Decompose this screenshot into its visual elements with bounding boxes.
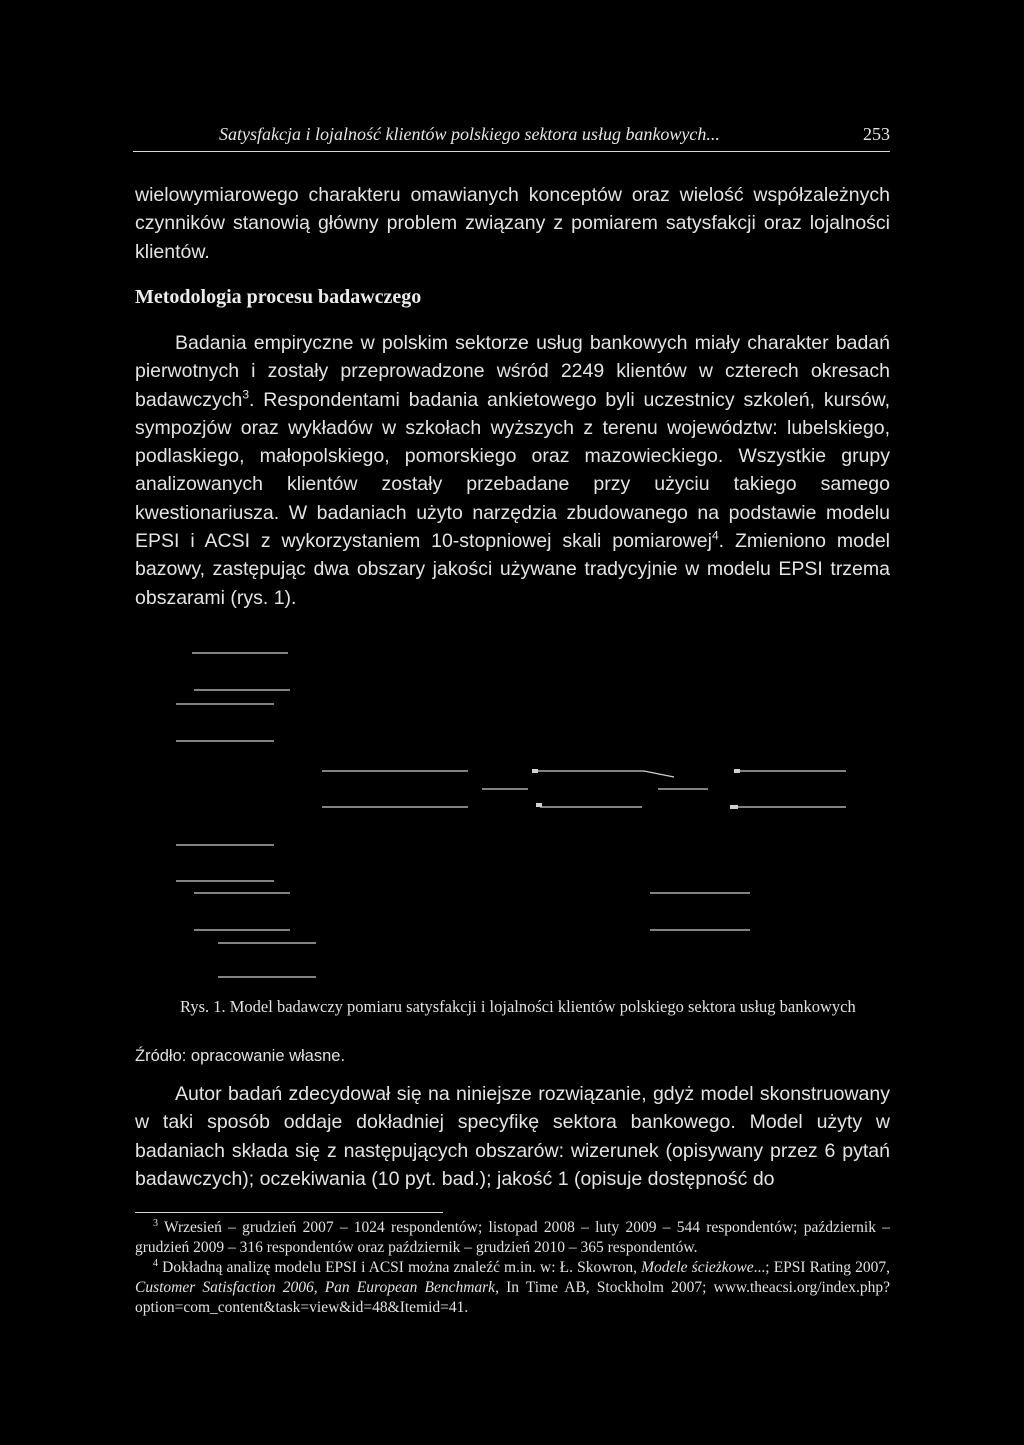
footnote-4-text-mid: ...; EPSI Rating 2007, [753, 1259, 891, 1276]
research-model-figure [170, 645, 860, 985]
paragraph-2-part2: . Respondentami badania ankietowego byli uczestnicy szkoleń, kursów, sympozjów oraz wykładów w szkołach wyższych z terenu województw: lubelskiego, podlaskiego, małopolskiego, pomorskiego oraz mazowieckiego. Wszystkie grupy analizowanych klientów zostały przebadane przy użyciu takiego samego kwestionariusza. W badaniach użyto narzędzia zbudowanego na podstawie modelu EPSI i ACSI z wykorzystaniem 10-stopniowej skali pomiarowej [135, 388, 890, 553]
footnote-rule [135, 1212, 443, 1213]
running-head-title: Satysfakcja i lojalność klientów polskiego sektora usług bankowych... [219, 124, 720, 144]
model-diagram-lines [170, 645, 860, 985]
footnote-ref-4: 4 [711, 528, 719, 543]
paragraph-1: wielowymiarowego charakteru omawianych konceptów oraz wielość współzależnych czynników stanowią główny problem związany z pomiarem satysfakcji oraz lojalności klientów. [135, 184, 890, 263]
footnote-ref-3: 3 [242, 387, 249, 402]
footnote-4-italic-1: Modele ścieżkowe [641, 1259, 754, 1276]
figure-caption: Rys. 1. Model badawczy pomiaru satysfakcji i lojalności klientów polskiego sektora usług bankowych [180, 997, 856, 1016]
footnote-3-marker: 3 [153, 1217, 158, 1229]
footnote-4 [135, 1258, 890, 1318]
footnote-4-text-before: Dokładną analizę modelu EPSI i ACSI można znaleźć m.in. w: Ł. Skowron, [162, 1259, 642, 1276]
running-head [133, 124, 890, 145]
box-edge [644, 771, 674, 777]
footnote-4-text-after: , In Time AB, Stockholm 2007; www.theacsi.org/index.php?option=com_content&task=view&id=48&Itemid=41. [135, 1279, 890, 1316]
header-rule [133, 151, 890, 152]
footnote-4-italic-2: Customer Satisfaction 2006, Pan European Benchmark [135, 1279, 496, 1296]
footnote-3 [135, 1218, 890, 1258]
arrow-head [536, 803, 542, 807]
page-number: 253 [863, 124, 890, 144]
footnote-4-marker: 4 [153, 1257, 158, 1269]
footnote-3-text: Wrzesień – grudzień 2007 – 1024 respondentów; listopad 2008 – luty 2009 – 544 respondentów; październik – grudzień 2009 – 316 respondentów oraz październik – grudzień 2010 – 365 respondentów. [135, 1219, 890, 1256]
paragraph-2-part3: . Zmieniono model bazowy, zastępując dwa obszary jakości używane tradycyjnie w modelu EPSI trzema obszarami (rys. 1). [135, 530, 890, 609]
paragraph-2-part1: Badania empiryczne w polskim sektorze usług bankowych miały charakter badań pierwotnych i zostały przeprowadzone wśród 2249 klientów w czterech okresach badawczych [135, 332, 890, 411]
arrow-head [730, 805, 738, 809]
section-heading: Metodologia procesu badawczego [135, 286, 422, 308]
arrow-head [532, 769, 538, 773]
paragraph-3: Autor badań zdecydował się na niniejsze rozwiązanie, gdyż model skonstruowany w taki sposób oddaje dokładniej specyfikę sektora bankowego. Model użyty w badaniach składa się z następujących obszarów: wizerunek (opisywany przez 6 pytań badawczych); oczekiwania (10 pyt. bad.); jakość 1 (opisuje dostępność do [135, 1083, 890, 1190]
footnotes [135, 1218, 890, 1318]
figure-source: Źródło: opracowanie własne. [135, 1047, 346, 1065]
arrow-head [734, 769, 740, 773]
paragraph-2 [135, 329, 890, 612]
